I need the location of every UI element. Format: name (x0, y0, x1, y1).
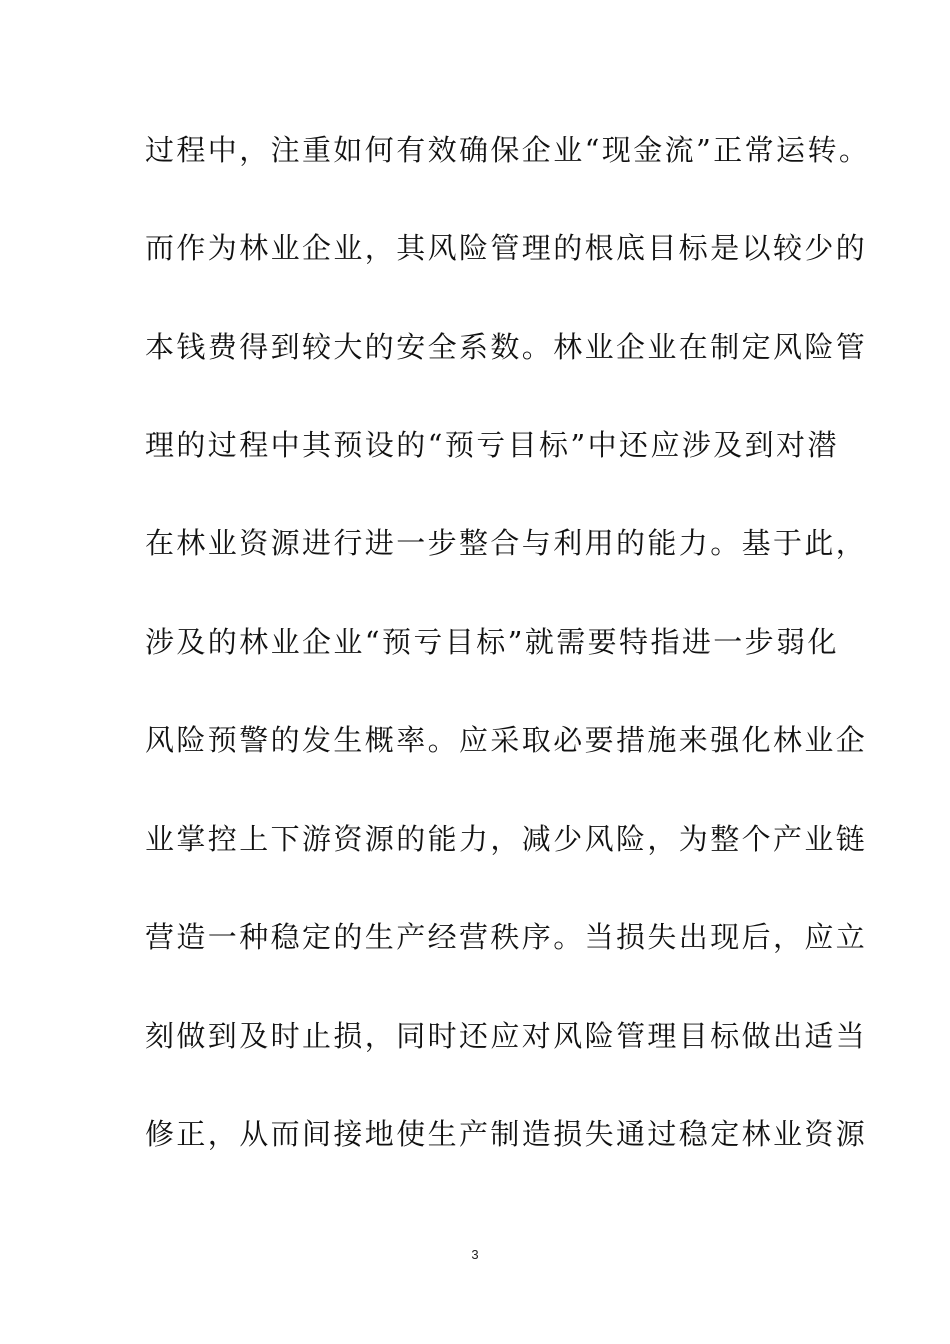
body-text-line: 过程中，注重如何有效确保企业“现金流”正常运转。 (145, 133, 871, 167)
body-text-line: 风险预警的发生概率。应采取必要措施来强化林业企 (145, 723, 868, 757)
body-text-line: 理的过程中其预设的“预亏目标”中还应涉及到对潜 (145, 428, 839, 462)
body-text-line: 涉及的林业企业“预亏目标”就需要特指进一步弱化 (145, 625, 839, 659)
body-text-line: 业掌控上下游资源的能力，减少风险，为整个产业链 (145, 822, 868, 856)
body-text-line: 营造一种稳定的生产经营秩序。当损失出现后，应立 (145, 920, 868, 954)
body-text-line: 本钱费得到较大的安全系数。林业企业在制定风险管 (145, 330, 868, 364)
body-text-line: 修正，从而间接地使生产制造损失通过稳定林业资源 (145, 1117, 868, 1151)
page-number: 3 (471, 1247, 479, 1262)
body-text-line: 在林业资源进行进一步整合与利用的能力。基于此， (145, 526, 868, 560)
body-text-line: 刻做到及时止损，同时还应对风险管理目标做出适当 (145, 1019, 868, 1053)
body-text-line: 而作为林业企业，其风险管理的根底目标是以较少的 (145, 231, 868, 265)
